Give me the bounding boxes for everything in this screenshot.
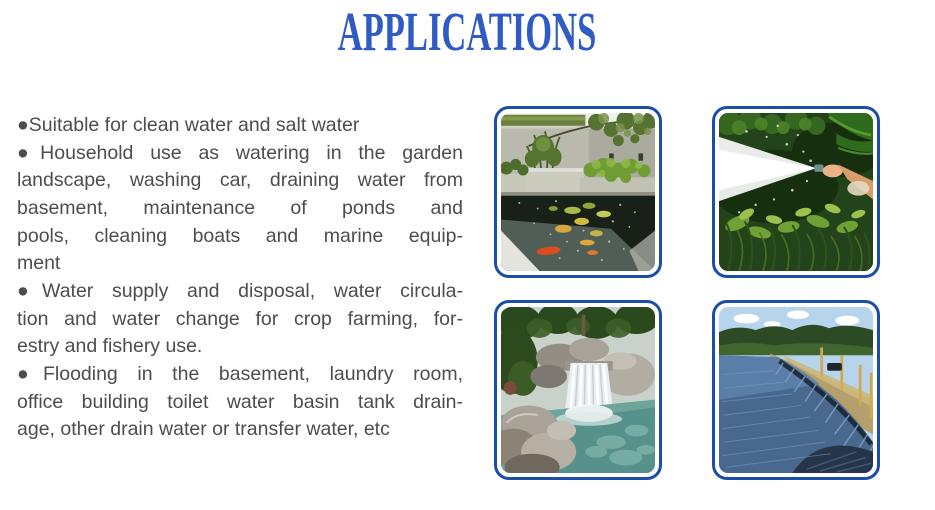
garden-spraying-photo [719, 113, 873, 271]
text-line: ●Household use as watering in the garden [17, 141, 463, 164]
waterfall-graphic [501, 307, 655, 473]
text-line: ●Water supply and disposal, water circula- [17, 279, 463, 302]
garden-spraying-graphic [719, 113, 873, 271]
section-header [0, 0, 935, 63]
text-line: landscape, washing car, draining water from [17, 169, 463, 192]
koi-pond-photo [501, 113, 655, 271]
waterfall-photo [501, 307, 655, 473]
page-title: APPLICATIONS [338, 0, 597, 63]
text-line: ment [17, 252, 61, 275]
text-line: ●Flooding in the basement, laundry room, [17, 362, 463, 385]
text-line: pools, cleaning boats and marine equip- [17, 224, 463, 247]
reservoir-photo [719, 307, 873, 473]
reservoir-graphic [719, 307, 873, 473]
text-line: office building toilet water basin tank drain- [17, 390, 463, 413]
photo-card-garden-spraying [712, 106, 880, 278]
text-line: ●Suitable for clean water and salt water [17, 114, 360, 136]
text-line: tion and water change for crop farming, for- [17, 307, 463, 330]
text-line: basement, maintenance of ponds and [17, 196, 463, 219]
photo-card-koi-pond [494, 106, 662, 278]
photo-card-waterfall [494, 300, 662, 480]
photo-card-reservoir [712, 300, 880, 480]
koi-pond-graphic [501, 113, 655, 271]
bullet-text-block [17, 112, 463, 444]
text-line: age, other drain water or transfer water, etc [17, 418, 390, 441]
text-line: estry and fishery use. [17, 335, 203, 358]
